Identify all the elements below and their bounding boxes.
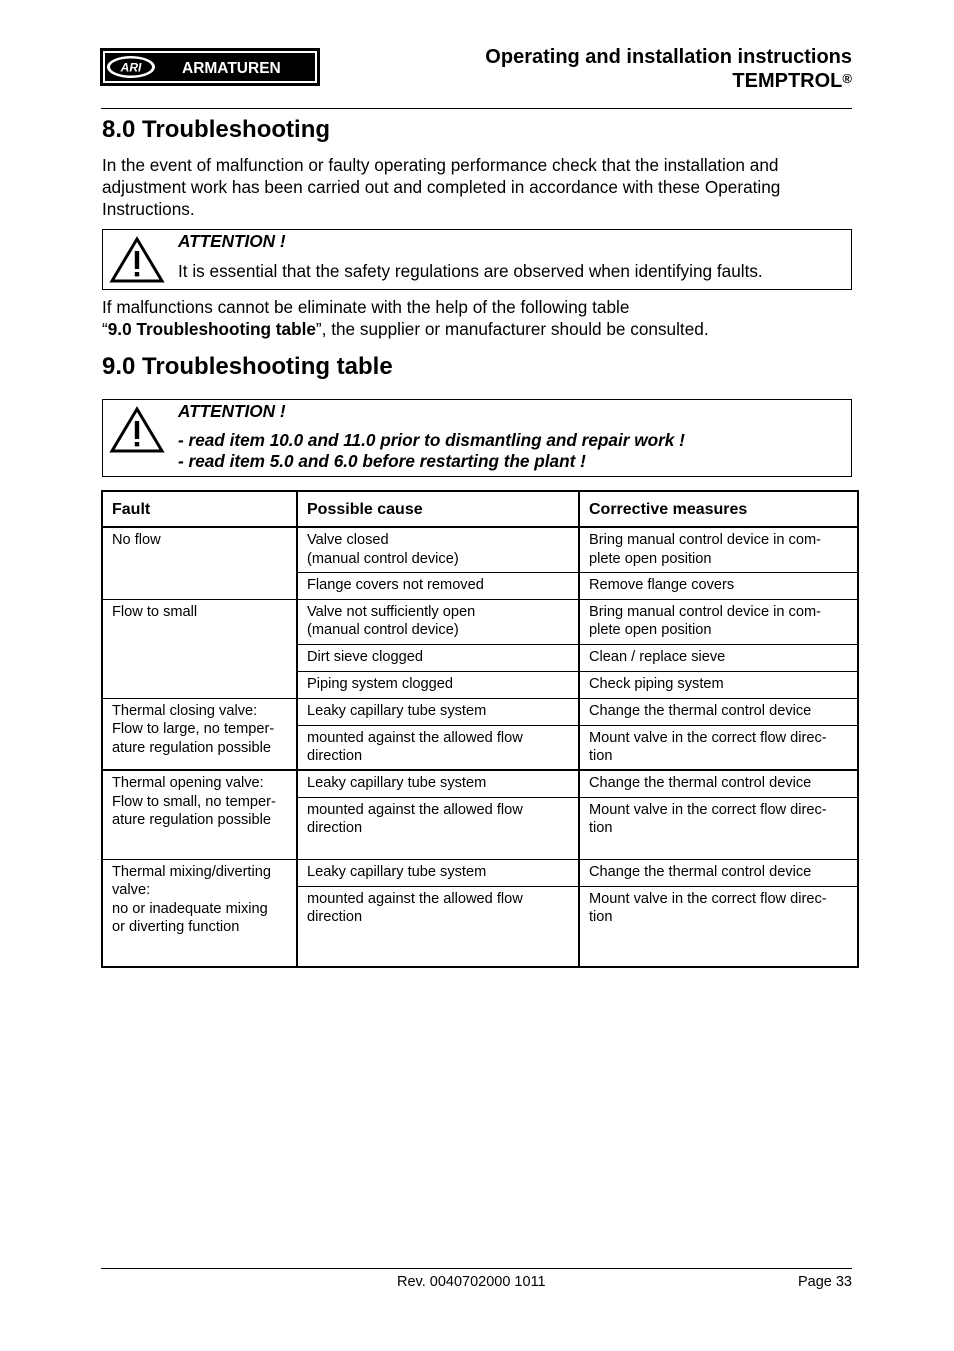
table-row (102, 859, 858, 886)
attention-line1: - read item 10.0 and 11.0 prior to dismantling and repair work ! (178, 430, 685, 450)
attention-line2: - read item 5.0 and 6.0 before restarting the plant ! (178, 451, 586, 471)
registered-mark: ® (842, 71, 852, 86)
ari-logo-icon (100, 48, 320, 86)
measure-cell: Remove flange covers (579, 572, 858, 599)
section-8-intro: In the event of malfunction or faulty operating performance check that the installation and adjustment work has been carried out and completed in accordance with these Operating Instructions. (102, 155, 781, 219)
cause-cell: Piping system clogged (297, 671, 579, 698)
footer-rule (101, 1268, 852, 1269)
measure-cell: Change the thermal control device (579, 770, 858, 797)
fault-cell: Thermal closing valve: Flow to large, no temper- ature regulation possible (102, 698, 297, 770)
fault-cell: Thermal mixing/diverting valve: no or inadequate mixing or diverting function (102, 859, 297, 967)
measure-cell: Mount valve in the correct flow direc- tion (579, 886, 858, 967)
table-row (102, 698, 858, 725)
attention-box-safety (102, 229, 852, 290)
revision-number: Rev. 0040702000 1011 (397, 1274, 546, 1290)
table-reference: 9.0 Troubleshooting table (107, 319, 316, 339)
consult-line1: If malfunctions cannot be eliminate with the help of the following table (102, 297, 630, 317)
measure-cell: Change the thermal control device (579, 859, 858, 886)
table-row (102, 770, 858, 797)
cause-cell: Flange covers not removed (297, 572, 579, 599)
cause-cell: mounted against the allowed flow direction (297, 725, 579, 770)
measure-cell: Clean / replace sieve (579, 644, 858, 671)
logo-brand-text: ARMATUREN (182, 60, 281, 77)
measure-cell: Bring manual control device in com- plete open position (579, 599, 858, 644)
warning-triangle-icon (109, 406, 165, 459)
page-number: Page 33 (797, 1274, 852, 1290)
cause-cell: Leaky capillary tube system (297, 859, 579, 886)
measure-cell: Change the thermal control device (579, 698, 858, 725)
troubleshooting-table (101, 490, 859, 968)
table-header-row (102, 491, 858, 527)
attention-label: ATTENTION ! (178, 401, 286, 421)
section-8-heading: 8.0 Troubleshooting (102, 116, 331, 143)
attention-label: ATTENTION ! (178, 231, 286, 251)
table-body (102, 527, 858, 967)
cause-cell: Leaky capillary tube system (297, 698, 579, 725)
fault-cell: Thermal opening valve: Flow to small, no temper- ature regulation possible (102, 770, 297, 859)
measure-cell: Mount valve in the correct flow direc- tion (579, 797, 858, 859)
title-line2: TEMPTROL (732, 70, 843, 92)
measure-cell: Check piping system (579, 671, 858, 698)
warning-triangle-icon (109, 236, 165, 289)
cause-cell: Valve closed (manual control device) (297, 527, 579, 572)
header-fault: Fault (102, 491, 297, 527)
section-8-consult-note (102, 296, 854, 340)
section-9-heading: 9.0 Troubleshooting table (102, 353, 393, 380)
measure-cell: Bring manual control device in com- plete open position (579, 527, 858, 572)
header-corrective-measures: Corrective measures (579, 491, 858, 527)
attention-text: It is essential that the safety regulations are observed when identifying faults. (178, 261, 763, 281)
attention-box-repair (102, 399, 852, 477)
logo-ari-text: ARI (120, 60, 142, 75)
title-line1: Operating and installation instructions (485, 46, 852, 68)
table-row (102, 527, 858, 572)
consult-line2-rest: ”, the supplier or manufacturer should be consulted. (315, 319, 709, 339)
header-rule (101, 108, 852, 109)
quote-open: “ (102, 319, 108, 339)
cause-cell: mounted against the allowed flow direction (297, 886, 579, 967)
table-row (102, 599, 858, 644)
header-possible-cause: Possible cause (297, 491, 579, 527)
cause-cell: Dirt sieve clogged (297, 644, 579, 671)
fault-cell: No flow (112, 532, 161, 548)
fault-cell: Flow to small (102, 599, 297, 698)
cause-cell: Valve not sufficiently open (manual control device) (297, 599, 579, 644)
cause-cell: Leaky capillary tube system (297, 770, 579, 797)
document-title (485, 45, 852, 93)
cause-cell: mounted against the allowed flow direction (297, 797, 579, 859)
measure-cell: Mount valve in the correct flow direc- tion (579, 725, 858, 770)
